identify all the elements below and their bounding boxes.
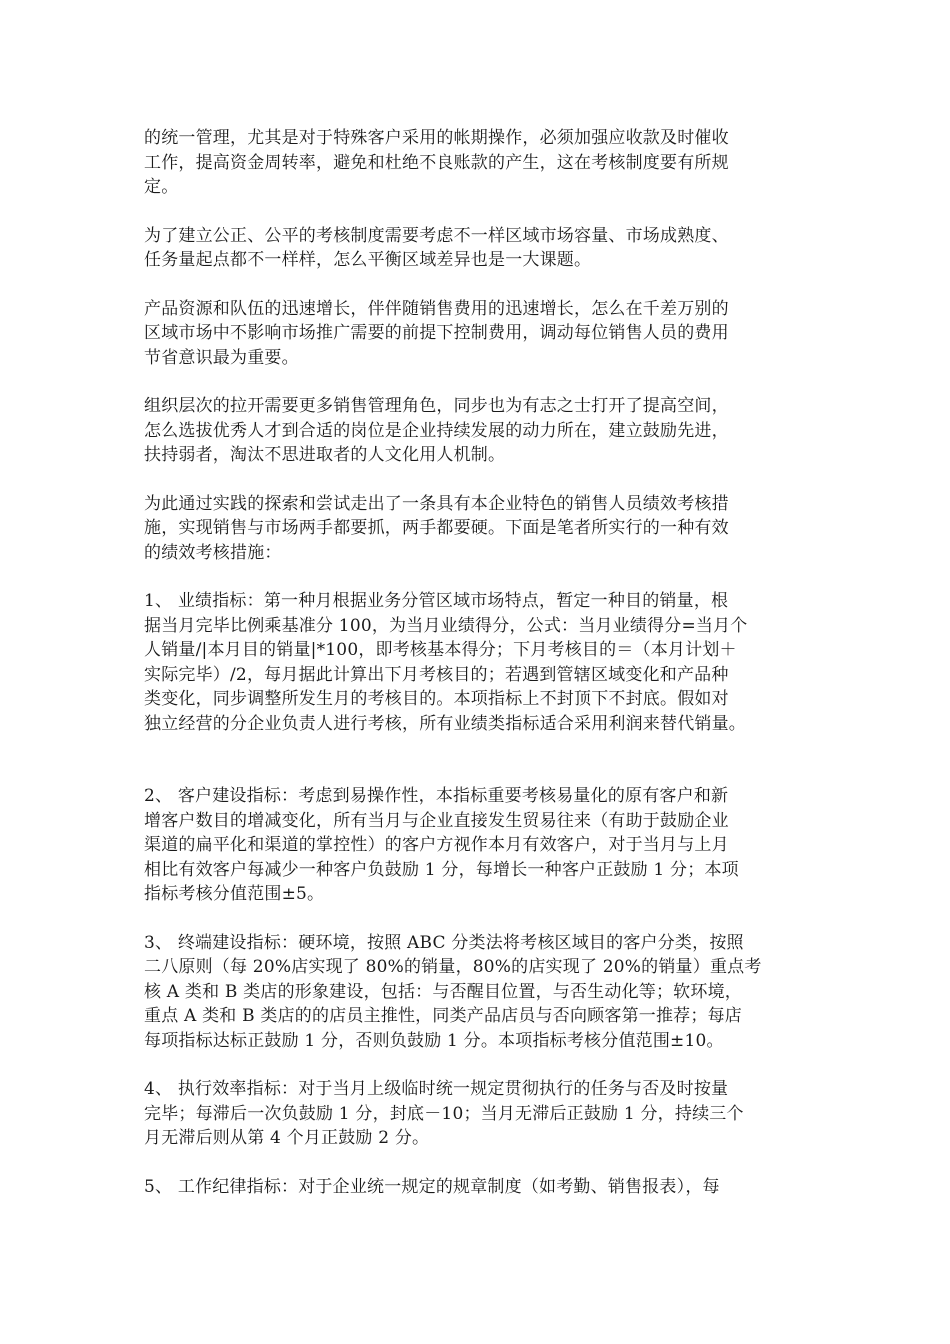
paragraph bbox=[144, 492, 810, 566]
text-line: 区域市场中不影响市场推广需要的前提下控制费用，调动每位销售人员的费用 bbox=[144, 323, 729, 343]
text-line: 核 A 类和 B 类店的形象建设，包括：与否醒目位置，与否生动化等；软环境， bbox=[144, 981, 742, 1002]
text-line: 人销量/|本月目的销量|*100，即考核基本得分；下月考核目的＝（本月计划＋ bbox=[144, 640, 737, 660]
text-line: 产品资源和队伍的迅速增长，伴伴随销售费用的迅速增长，怎么在千差万别的 bbox=[144, 298, 729, 319]
text-line: 相比有效客户每减少一种客户负鼓励 1 分，每增长一种客户正鼓励 1 分；本项 bbox=[144, 859, 739, 880]
paragraph bbox=[144, 784, 810, 907]
text-line: 任务量起点都不一样样，怎么平衡区域差异也是一大课题。 bbox=[144, 250, 592, 270]
paragraph bbox=[144, 1175, 810, 1200]
text-line: 工作，提高资金周转率，避免和杜绝不良账款的产生，这在考核制度要有所规 bbox=[144, 152, 729, 173]
paragraph bbox=[144, 931, 810, 1054]
paragraph bbox=[144, 297, 810, 371]
paragraph bbox=[144, 126, 810, 200]
text-line: 指标考核分值范围±5。 bbox=[144, 884, 325, 904]
text-line: 类变化，同步调整所发生月的考核目的。本项指标上不封顶下不封底。假如对 bbox=[144, 689, 729, 709]
text-line: 完毕；每滞后一次负鼓励 1 分，封底－10；当月无滞后正鼓励 1 分，持续三个 bbox=[144, 1103, 744, 1124]
text-line: 节省意识最为重要。 bbox=[144, 347, 299, 368]
text-line: 定。 bbox=[144, 177, 179, 197]
text-line: 施，实现销售与市场两手都要抓，两手都要硬。下面是笔者所实行的一种有效 bbox=[144, 518, 729, 538]
text-line: 增客户数目的增减变化，所有当月与企业直接发生贸易往来（有助于鼓励企业 bbox=[144, 810, 729, 831]
spacer bbox=[144, 760, 810, 784]
paragraph bbox=[144, 224, 810, 273]
text-line: 渠道的扁平化和渠道的掌控性）的客户方视作本月有效客户，对于当月与上月 bbox=[144, 835, 729, 855]
paragraph bbox=[144, 1077, 810, 1151]
text-line: 据当月完毕比例乘基准分 100，为当月业绩得分，公式：当月业绩得分=当月个 bbox=[144, 615, 748, 636]
text-line: 重点 A 类和 B 类店的的店员主推性，同类产品店员与否向顾客第一推荐；每店 bbox=[144, 1006, 742, 1026]
text-line: 2、 客户建设指标：考虑到易操作性，本指标重要考核易量化的原有客户和新 bbox=[144, 786, 729, 806]
text-line: 为此通过实践的探索和尝试走出了一条具有本企业特色的销售人员绩效考核措 bbox=[144, 493, 729, 514]
text-line: 的统一管理，尤其是对于特殊客户采用的帐期操作，必须加强应收款及时催收 bbox=[144, 128, 729, 148]
text-line: 实际完毕）/2，每月据此计算出下月考核目的；若遇到管辖区域变化和产品种 bbox=[144, 664, 729, 685]
text-line: 月无滞后则从第 4 个月正鼓励 2 分。 bbox=[144, 1128, 430, 1148]
text-line: 3、 终端建设指标：硬环境，按照 ABC 分类法将考核区域目的客户分类，按照 bbox=[144, 932, 744, 953]
text-line: 5、 工作纪律指标：对于企业统一规定的规章制度（如考勤、销售报表），每 bbox=[144, 1176, 720, 1197]
paragraph bbox=[144, 589, 810, 736]
text-line: 二八原则（每 20%店实现了 80%的销量，80%的店实现了 20%的销量）重点考 bbox=[144, 957, 762, 977]
document-page bbox=[144, 126, 810, 1223]
text-line: 独立经营的分企业负责人进行考核，所有业绩类指标适合采用利润来替代销量。 bbox=[144, 713, 746, 734]
text-line: 为了建立公正、公平的考核制度需要考虑不一样区域市场容量、市场成熟度、 bbox=[144, 225, 729, 246]
text-line: 怎么选拔优秀人才到合适的岗位是企业持续发展的动力所在，建立鼓励先进， bbox=[144, 420, 729, 441]
text-line: 每项指标达标正鼓励 1 分，否则负鼓励 1 分。本项指标考核分值范围±10。 bbox=[144, 1030, 724, 1051]
text-line: 扶持弱者，淘汰不思进取者的人文化用人机制。 bbox=[144, 445, 506, 465]
paragraph bbox=[144, 394, 810, 468]
text-line: 1、 业绩指标：第一种月根据业务分管区域市场特点，暂定一种目的销量，根 bbox=[144, 591, 729, 611]
text-line: 的绩效考核措施： bbox=[144, 542, 282, 563]
text-line: 组织层次的拉开需要更多销售管理角色，同步也为有志之士打开了提高空间， bbox=[144, 396, 729, 416]
text-line: 4、 执行效率指标：对于当月上级临时统一规定贯彻执行的任务与否及时按量 bbox=[144, 1079, 729, 1099]
